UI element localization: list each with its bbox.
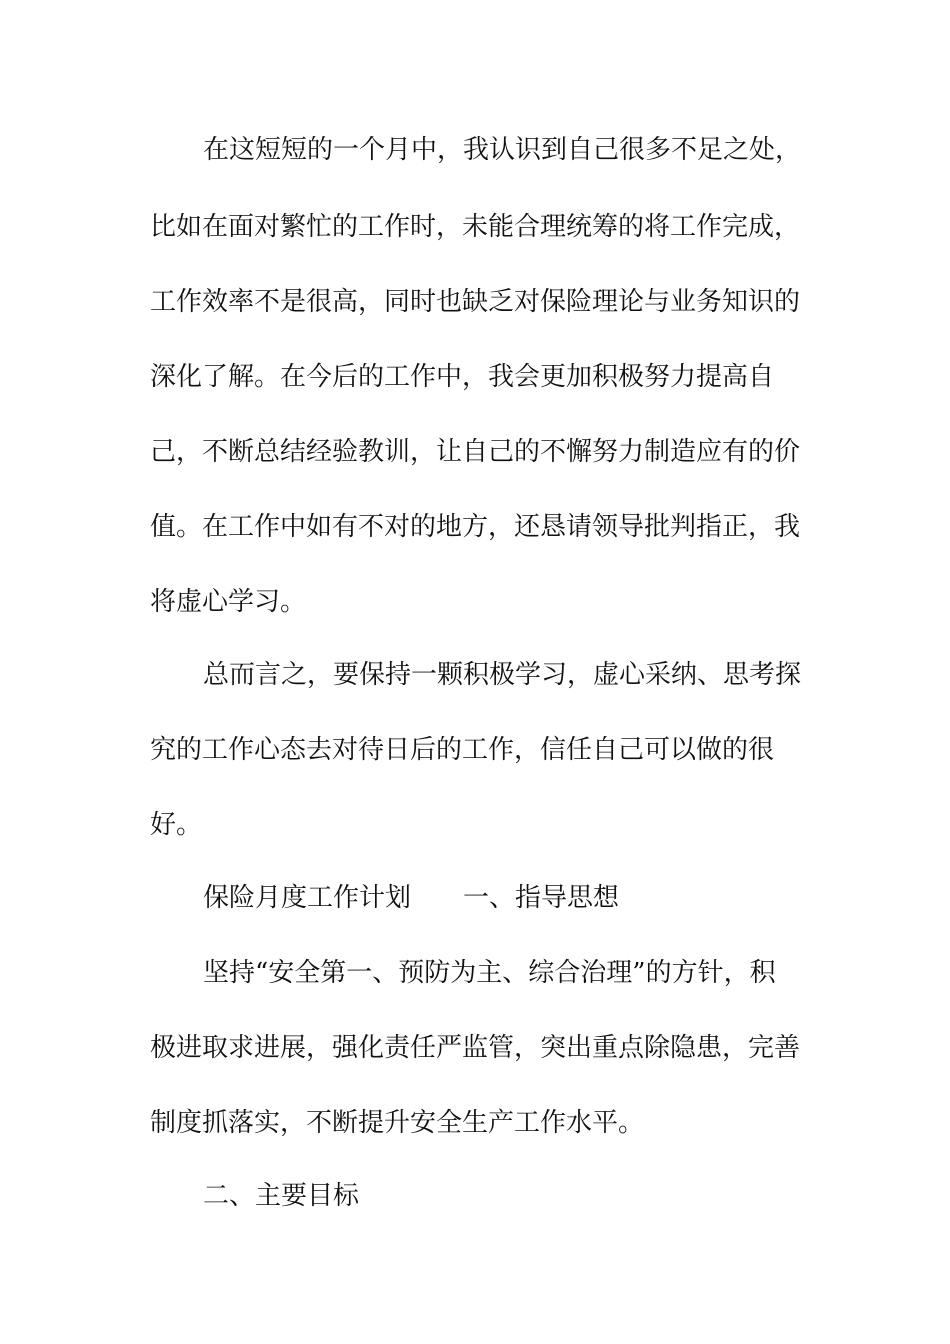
paragraph-4-line-2: 极进取求进展，强化责任严监管，突出重点除隐患，完善: [150, 1033, 801, 1063]
plan-heading: [203, 883, 619, 913]
paragraph-1-line-6: 值。在工作中如有不对的地方，还恳请领导批判指正，我: [150, 512, 801, 542]
paragraph-2-line-2: 究的工作心态去对待日后的工作，信任自己可以做的很: [150, 735, 775, 765]
plan-title: 保险月度工作计划: [203, 883, 412, 913]
paragraph-1-line-1: 在这短短的一个月中，我认识到自己很多不足之处，: [203, 135, 802, 165]
paragraph-1-line-5: 己，不断总结经验教训，让自己的不懈努力制造应有的价: [150, 437, 801, 467]
paragraph-1-line-4: 深化了解。在今后的工作中，我会更加积极努力提高自: [150, 362, 775, 392]
paragraph-1-line-2: 比如在面对繁忙的工作时，未能合理统筹的将工作完成，: [150, 212, 801, 242]
paragraph-4-line-1: 坚持“安全第一、预防为主、综合治理”的方针，积: [203, 958, 776, 988]
section-heading-main-goals: 二、主要目标: [203, 1181, 360, 1211]
paragraph-4-line-3: 制度抓落实，不断提升安全生产工作水平。: [150, 1108, 645, 1138]
paragraph-2-line-3: 好。: [150, 810, 203, 840]
paragraph-1-line-3: 工作效率不是很高，同时也缺乏对保险理论与业务知识的: [150, 287, 801, 317]
section-heading-guiding-ideology: 一、指导思想: [463, 883, 620, 913]
paragraph-1-line-7: 将虚心学习。: [150, 587, 307, 617]
paragraph-2-line-1: 总而言之，要保持一颗积极学习，虚心采纳、思考探: [203, 660, 802, 690]
